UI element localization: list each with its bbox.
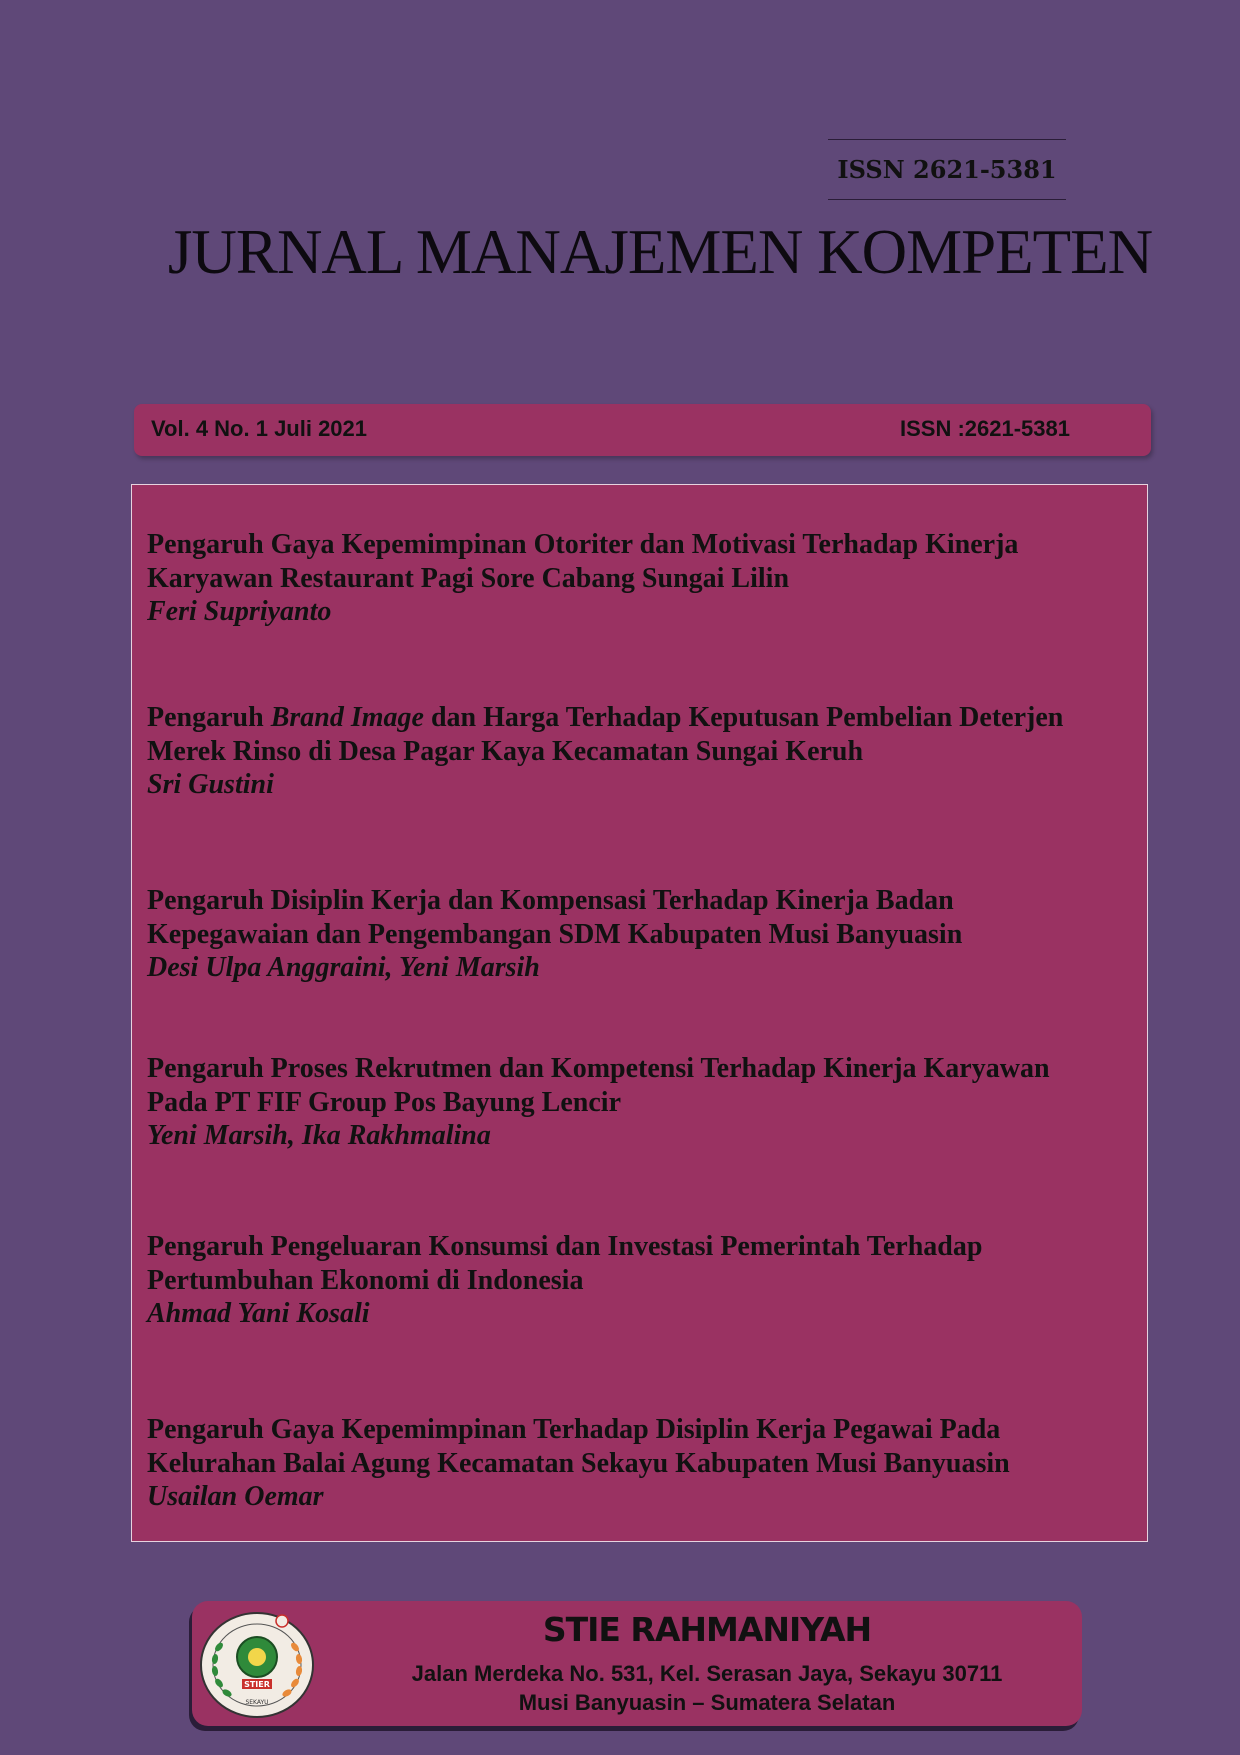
article-6	[147, 1413, 1127, 1514]
svg-text:STIER: STIER	[244, 1680, 270, 1689]
footer-panel	[192, 1601, 1082, 1726]
issn-top: ISSN 2621-5381	[828, 139, 1066, 200]
article-author: Usailan Oemar	[147, 1481, 324, 1512]
article-5	[147, 1230, 1127, 1331]
address-line-2: Musi Banyuasin – Sumatera Selatan	[518, 1690, 896, 1715]
article-title: Pengaruh Gaya Kepemimpinan Otoriter dan Motivasi Terhadap Kinerja Karyawan Restaurant Pagi Sore Cabang Sungai Lilin	[147, 529, 1019, 594]
article-3	[147, 884, 1127, 985]
article-author: Desi Ulpa Anggraini, Yeni Marsih	[147, 952, 540, 983]
article-title: Pengaruh Proses Rekrutmen dan Kompetensi Terhadap Kinerja Karyawan Pada PT FIF Group Pos Bayung Lencir	[147, 1053, 1050, 1118]
institution-name: STIE RAHMANIYAH	[542, 1610, 872, 1649]
journal-title: JURNAL MANAJEMEN KOMPETEN	[167, 217, 1153, 287]
article-author: Sri Gustini	[147, 769, 274, 800]
article-title: Pengaruh Pengeluaran Konsumsi dan Investasi Pemerintah Terhadap Pertumbuhan Ekonomi di Indonesia	[147, 1231, 983, 1296]
article-title: Pengaruh Disiplin Kerja dan Kompensasi Terhadap Kinerja Badan Kepegawaian dan Pengembangan SDM Kabupaten Musi Banyuasin	[147, 885, 963, 950]
article-title: Pengaruh Brand Image dan Harga Terhadap Keputusan Pembelian Deterjen Merek Rinso di Desa Pagar Kaya Kecamatan Sungai Keruh	[147, 702, 1064, 767]
address-line-1: Jalan Merdeka No. 531, Kel. Serasan Jaya, Sekayu 30711	[411, 1661, 1003, 1686]
article-author: Yeni Marsih, Ika Rakhmalina	[147, 1120, 491, 1151]
issn-label: ISSN :2621-5381	[900, 416, 1070, 441]
issue-bar	[134, 404, 1151, 456]
article-4	[147, 1052, 1127, 1153]
article-2	[147, 701, 1127, 802]
volume-label: Vol. 4 No. 1 Juli 2021	[151, 416, 368, 441]
article-author: Feri Supriyanto	[147, 596, 332, 627]
svg-text:SEKAYU: SEKAYU	[245, 1699, 269, 1706]
institution-logo-icon	[197, 1607, 317, 1719]
article-1	[147, 528, 1127, 629]
table-of-contents	[131, 484, 1148, 1542]
article-author: Ahmad Yani Kosali	[147, 1298, 370, 1329]
article-title: Pengaruh Gaya Kepemimpinan Terhadap Disiplin Kerja Pegawai Pada Kelurahan Balai Agung Kecamatan Sekayu Kabupaten Musi Banyuasin	[147, 1414, 1010, 1479]
